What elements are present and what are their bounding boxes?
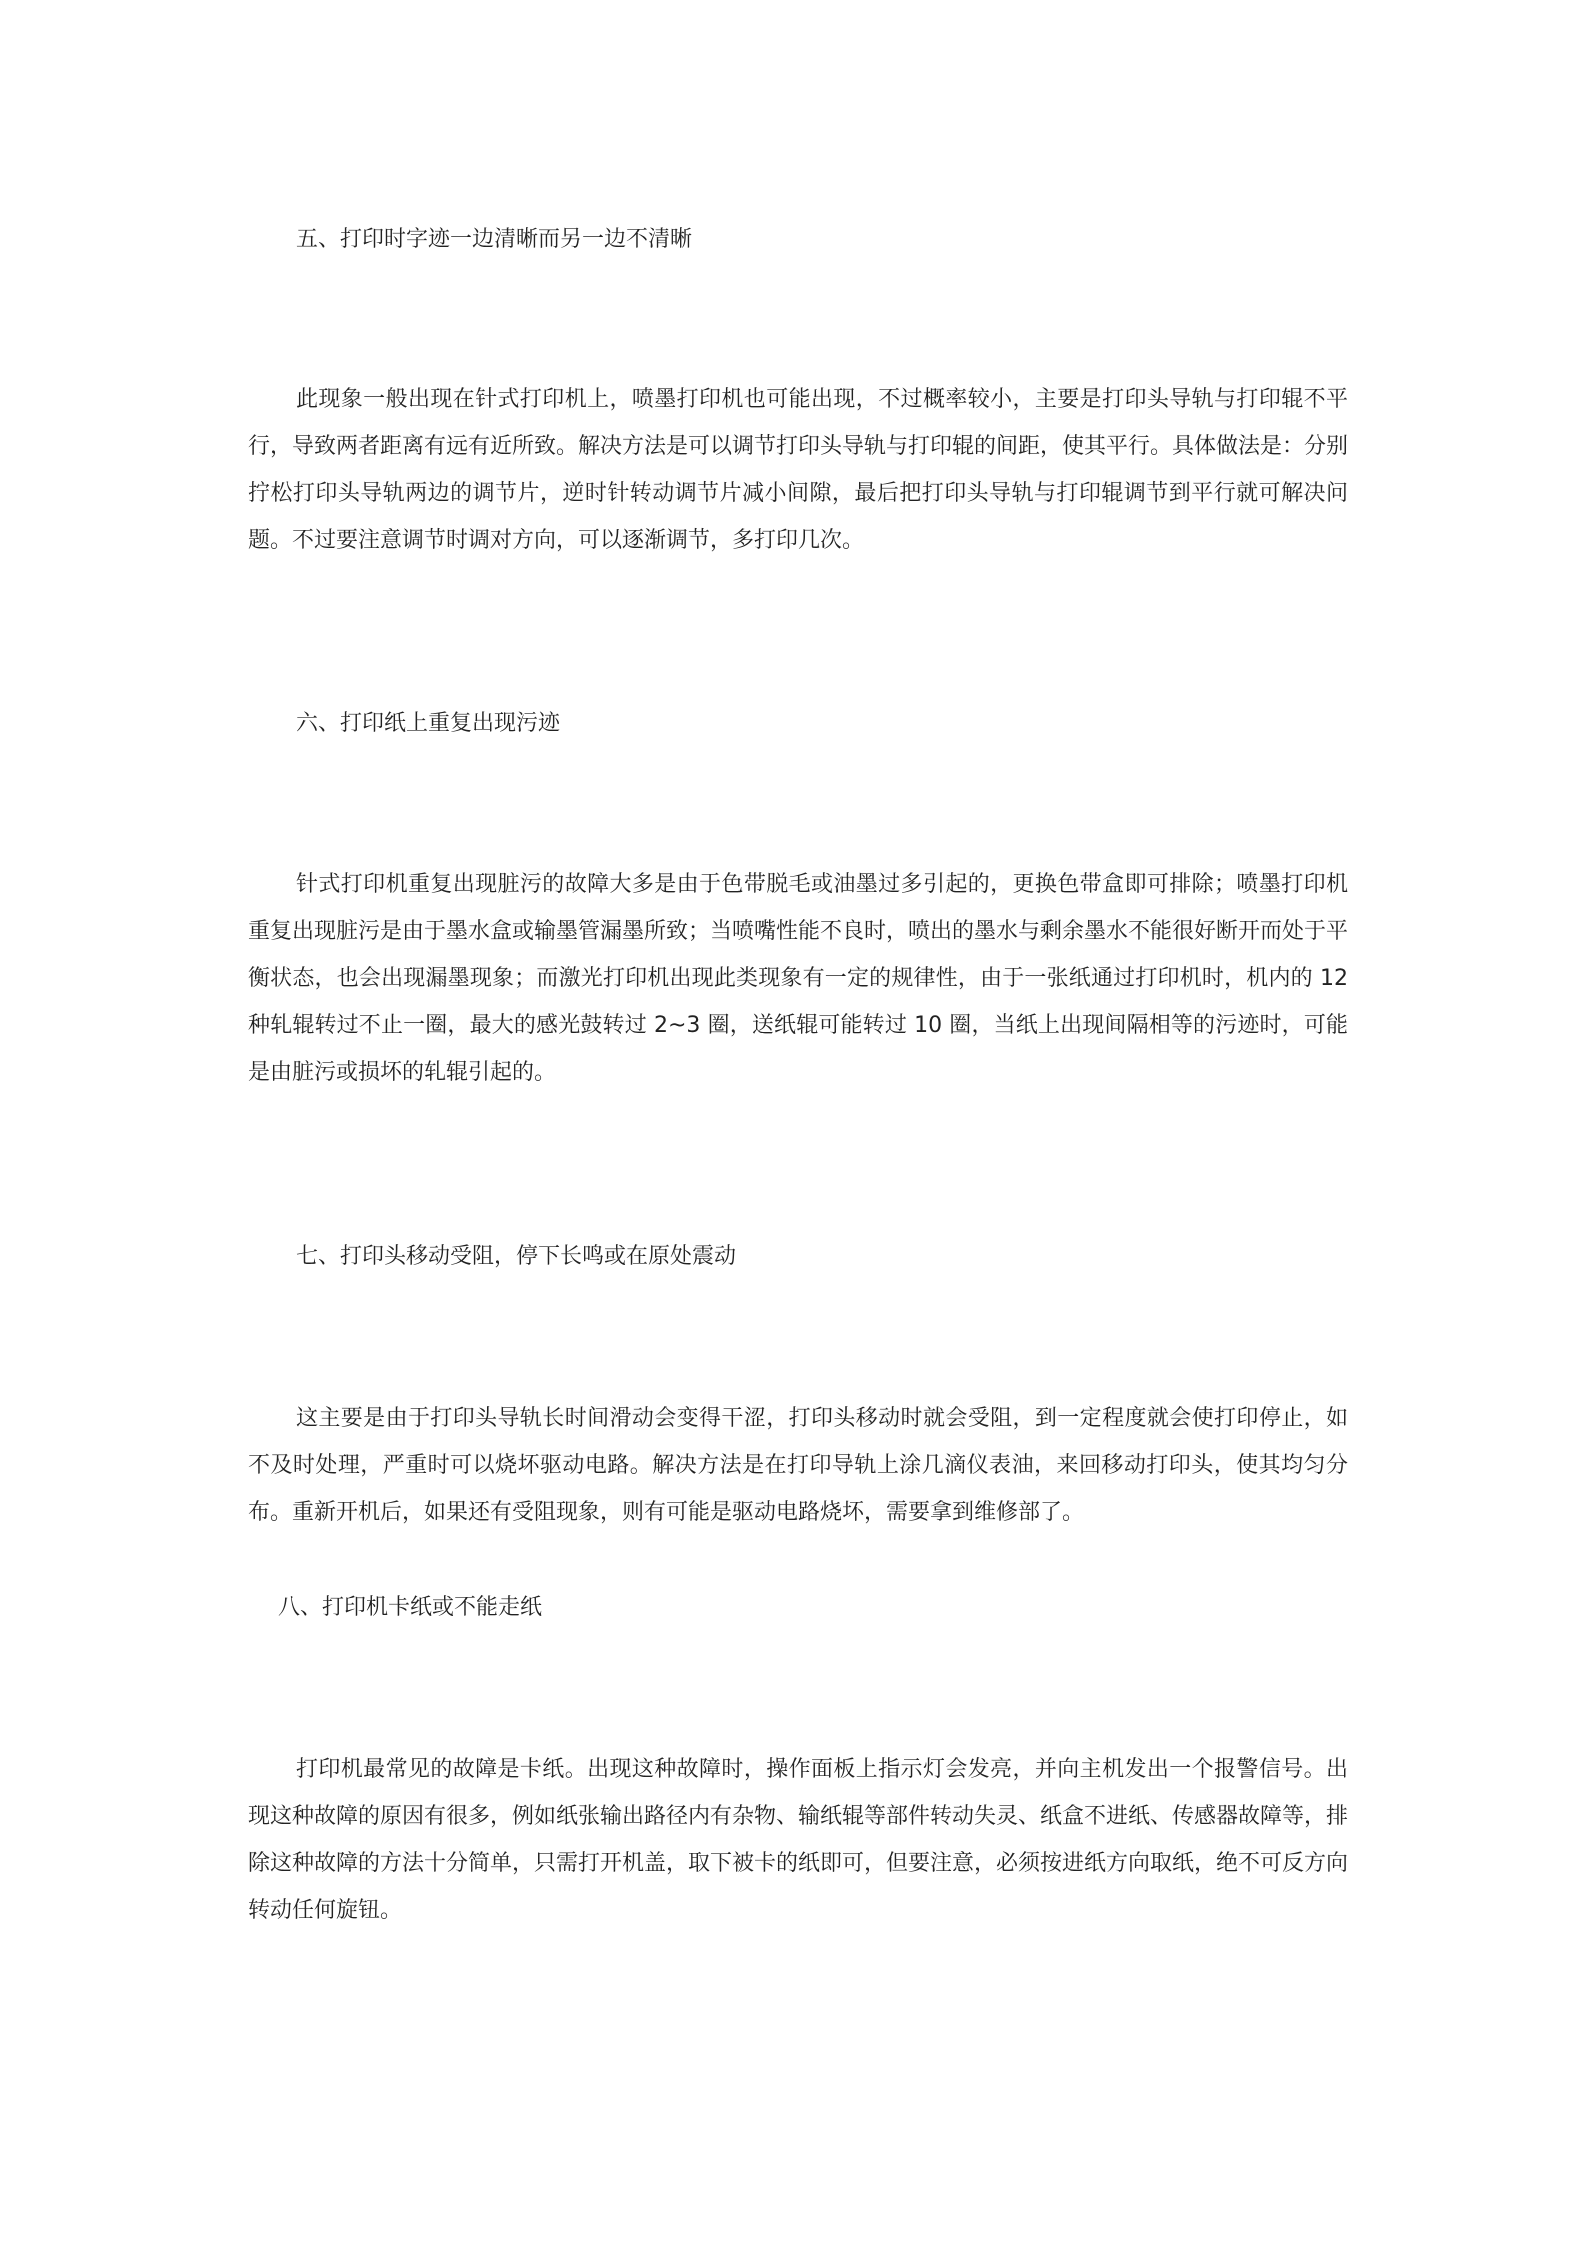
section-paragraph-8: 打印机最常见的故障是卡纸。出现这种故障时，操作面板上指示灯会发亮，并向主机发出一个报警信号。出现这种故障的原因有很多，例如纸张输出路径内有杂物、输纸辊等部件转动失灵、纸盒不进纸、传感器故障等，排除这种故障的方法十分简单，只需打开机盖，取下被卡的纸即可，但要注意，必须按进纸方向取纸，绝不可反方向转动任何旋钮。 bbox=[248, 1757, 1349, 1923]
section-heading-5: 五、打印时字迹一边清晰而另一边不清晰 bbox=[296, 227, 693, 252]
section-paragraph-5: 此现象一般出现在针式打印机上，喷墨打印机也可能出现，不过概率较小，主要是打印头导轨与打印辊不平行，导致两者距离有远有近所致。解决方法是可以调节打印头导轨与打印辊的间距，使其平行。具体做法是：分别拧松打印头导轨两边的调节片，逆时针转动调节片减小间隙，最后把打印头导轨与打印辊调节到平行就可解决问题。不过要注意调节时调对方向，可以逐渐调节，多打印几次。 bbox=[248, 387, 1349, 553]
section-heading-8: 八、打印机卡纸或不能走纸 bbox=[278, 1595, 543, 1620]
section-heading-6: 六、打印纸上重复出现污迹 bbox=[296, 711, 561, 736]
section-heading-7: 七、打印头移动受阻，停下长鸣或在原处震动 bbox=[296, 1244, 737, 1269]
section-paragraph-6: 针式打印机重复出现脏污的故障大多是由于色带脱毛或油墨过多引起的，更换色带盒即可排除；喷墨打印机重复出现脏污是由于墨水盒或输墨管漏墨所致；当喷嘴性能不良时，喷出的墨水与剩余墨水不能很好断开而处于平衡状态，也会出现漏墨现象；而激光打印机出现此类现象有一定的规律性，由于一张纸通过打印机时，机内的 12 种轧辊转过不止一圈，最大的感光鼓转过 2~3 圈，送纸辊可能转过 10 圈，当纸上出现间隔相等的污迹时，可能是由脏污或损坏的轧辊引起的。 bbox=[248, 872, 1349, 1085]
section-paragraph-7: 这主要是由于打印头导轨长时间滑动会变得干涩，打印头移动时就会受阻，到一定程度就会使打印停止，如不及时处理，严重时可以烧坏驱动电路。解决方法是在打印导轨上涂几滴仪表油，来回移动打印头，使其均匀分布。重新开机后，如果还有受阻现象，则有可能是驱动电路烧坏，需要拿到维修部了。 bbox=[248, 1406, 1348, 1525]
